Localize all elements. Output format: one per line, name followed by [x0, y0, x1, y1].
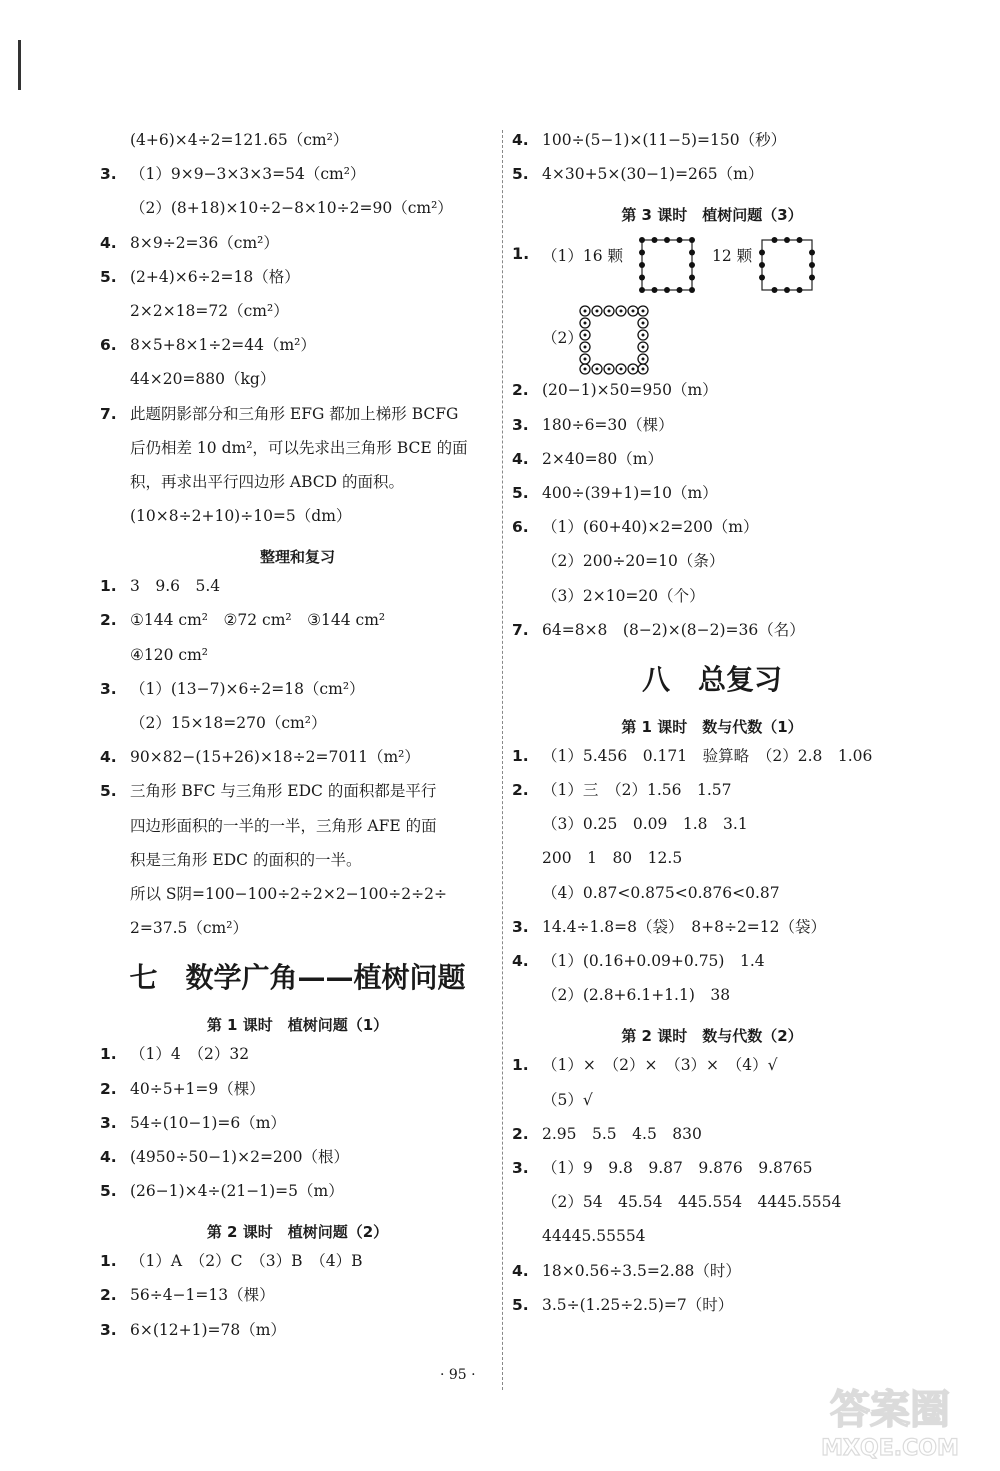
question-number: 3.	[100, 679, 117, 698]
question-number: 1.	[512, 746, 529, 765]
question-number: 6.	[100, 336, 117, 355]
answer-text: （1）A （2）C （3）B （4）B	[130, 1252, 363, 1271]
tree-5	[100, 1181, 495, 1215]
lesson-heading: 第 3 课时 植树问题（3）	[621, 206, 803, 225]
num-alg2-2	[512, 1124, 912, 1158]
answer-text: 三角形 BFC 与三角形 EDC 的面积都是平行	[130, 782, 437, 801]
page-number: · 95 ·	[440, 1367, 476, 1383]
answer-text: 400÷(39+1)=10（m）	[542, 483, 718, 502]
question-number: 5.	[512, 483, 529, 502]
answer-text: 40÷5+1=9（棵）	[130, 1079, 265, 1098]
question-number: 2.	[512, 1124, 529, 1143]
answer-3	[100, 164, 495, 198]
left-column	[100, 130, 495, 1354]
answer-text: （1）(60+40)×2=200（m）	[542, 518, 759, 537]
tree2-3	[100, 1320, 495, 1354]
answer-line: （4）0.87<0.875<0.876<0.87	[542, 883, 780, 902]
answer-text: 3 9.6 5.4	[130, 577, 221, 596]
answer-text: 12 颗	[712, 247, 753, 266]
question-number: 2.	[100, 1079, 117, 1098]
answer-text: 6×(12+1)=78（m）	[130, 1320, 286, 1339]
ring-of-circles-figure	[578, 304, 650, 376]
answer-text: （2）	[542, 329, 583, 348]
answer-text: 4×30+5×(30−1)=265（m）	[542, 165, 764, 184]
answer-text: （1）9 9.8 9.87 9.876 9.8765	[542, 1158, 813, 1177]
section-heading-review: 整理和复习	[259, 548, 335, 567]
answer-text: 18×0.56÷3.5=2.88（时）	[542, 1261, 741, 1280]
answer-text: 此题阴影部分和三角形 EFG 都加上梯形 BCFG	[130, 404, 459, 423]
answer-line: 2=37.5（cm²）	[130, 919, 248, 938]
lesson-heading: 第 1 课时 植树问题（1）	[206, 1016, 389, 1035]
question-number: 1.	[100, 1045, 117, 1064]
answer-line: （5）√	[542, 1090, 593, 1109]
tree2-5	[512, 164, 912, 198]
answer-text: （1）(0.16+0.09+0.75) 1.4	[542, 952, 765, 970]
num-alg-3	[512, 917, 912, 951]
question-number: 5.	[100, 1182, 117, 1201]
question-number: 4.	[512, 1261, 529, 1280]
chapter-title-7: 七 数学广角——植树问题	[129, 961, 466, 995]
answer-text: (20−1)×50=950（m）	[542, 381, 718, 400]
scan-edge-mark	[18, 40, 21, 90]
svg-text:答案圈: 答案圈	[830, 1387, 950, 1433]
answer-text: 2×40=80（m）	[542, 449, 663, 468]
tree-2	[100, 1079, 495, 1113]
answer-text: 100÷(5−1)×(11−5)=150（秒）	[542, 131, 787, 149]
num-alg2-4	[512, 1261, 912, 1295]
question-number: 5.	[512, 165, 529, 184]
question-number: 3.	[512, 415, 529, 434]
answer-line: （3）2×10=20（个）	[542, 586, 705, 605]
question-number: 2.	[100, 1286, 117, 1305]
question-number: 3.	[100, 165, 117, 184]
tree2-2	[100, 1285, 495, 1319]
answer-text: 180÷6=30（棵）	[542, 415, 674, 434]
question-number: 5.	[100, 267, 117, 286]
question-number: 4.	[512, 449, 529, 468]
tree3-3	[512, 415, 912, 449]
num-alg2-5	[512, 1295, 912, 1329]
answer-line: ④120 cm²	[130, 645, 208, 664]
answer-text: （1）16 颗	[542, 247, 624, 266]
answer-text: 8×9÷2=36（cm²）	[130, 233, 279, 252]
question-number: 5.	[512, 1295, 529, 1314]
answer-text: 64=8×8 (8−2)×(8−2)=36（名）	[542, 620, 805, 639]
right-column	[512, 130, 912, 1329]
num-alg-1	[512, 746, 912, 780]
tree3-1-part2	[512, 304, 912, 380]
answer-text: （1）(13−7)×6÷2=18（cm²）	[130, 679, 365, 698]
answer-text: 54÷(10−1)=6（m）	[130, 1113, 286, 1132]
answer-line: (4+6)×4÷2=121.65（cm²）	[130, 131, 349, 149]
question-number: 1.	[512, 1056, 529, 1075]
review-2	[100, 610, 495, 644]
num-alg-2	[512, 780, 912, 814]
question-number: 4.	[512, 131, 529, 149]
answer-text: (2+4)×6÷2=18（格）	[130, 267, 300, 286]
answer-text: (26−1)×4÷(21−1)=5（m）	[130, 1182, 344, 1201]
tree3-4	[512, 449, 912, 483]
answer-text: （1）9×9−3×3×3=54（cm²）	[130, 165, 366, 184]
answer-text: 2.95 5.5 4.5 830	[542, 1124, 702, 1143]
question-number: 3.	[512, 917, 529, 936]
question-number: 2.	[100, 611, 117, 630]
answer-line: （2）54 45.54 445.554 4445.5554	[542, 1193, 842, 1212]
tree2-4	[512, 130, 912, 164]
tree2-1	[100, 1251, 495, 1285]
answer-text: 8×5+8×1÷2=44（m²）	[130, 336, 316, 355]
question-number: 4.	[512, 952, 529, 970]
question-number: 7.	[100, 404, 117, 423]
answer-line: 所以 S阴=100−100÷2÷2×2−100÷2÷2÷	[130, 884, 447, 903]
tree3-2	[512, 380, 912, 414]
question-number: 2.	[512, 781, 529, 800]
num-alg2-3	[512, 1158, 912, 1192]
square-12-dots-figure	[756, 234, 818, 296]
answer-line: （3）0.25 0.09 1.8 3.1	[542, 815, 748, 834]
review-1	[100, 576, 495, 610]
answer-text: 56÷4−1=13（棵）	[130, 1286, 275, 1305]
tree3-6	[512, 517, 912, 551]
question-number: 1.	[512, 244, 530, 264]
tree-4	[100, 1147, 495, 1181]
review-3	[100, 679, 495, 713]
answer-text: 3.5÷(1.25÷2.5)=7（时）	[542, 1295, 734, 1314]
question-number: 7.	[512, 620, 529, 639]
answer-line: 200 1 80 12.5	[542, 849, 683, 868]
tree3-1	[512, 234, 912, 304]
question-number: 3.	[100, 1113, 117, 1132]
answer-5	[100, 267, 495, 301]
num-alg2-1	[512, 1055, 912, 1089]
answer-text: （1）× （2）× （3）× （4）√	[542, 1056, 778, 1075]
question-number: 2.	[512, 381, 529, 400]
answer-line: （2）200÷20=10（条）	[542, 552, 725, 571]
column-divider	[502, 130, 504, 1390]
svg-text:MXQE.COM: MXQE.COM	[821, 1436, 959, 1461]
answer-text: （1）5.456 0.171 验算略 （2）2.8 1.06	[542, 746, 873, 765]
question-number: 4.	[100, 1147, 117, 1166]
answer-line: 44445.55554	[542, 1227, 646, 1246]
answer-line: 四边形面积的一半的一半，三角形 AFE 的面	[130, 816, 437, 835]
question-number: 3.	[512, 1158, 529, 1177]
answer-text: （1）三 （2）1.56 1.57	[542, 781, 732, 800]
answer-text: ①144 cm² ②72 cm² ③144 cm²	[130, 611, 386, 630]
question-number: 6.	[512, 518, 529, 537]
question-number: 1.	[100, 577, 117, 596]
lesson-heading: 第 2 课时 植树问题（2）	[206, 1223, 389, 1242]
question-number: 3.	[100, 1320, 117, 1339]
answer-line: 积，再求出平行四边形 ABCD 的面积。	[130, 472, 405, 491]
lesson-heading: 第 2 课时 数与代数（2）	[621, 1027, 803, 1046]
tree-1	[100, 1044, 495, 1078]
review-4	[100, 747, 495, 781]
answer-line: 积是三角形 EDC 的面积的一半。	[130, 850, 362, 869]
question-number: 4.	[100, 233, 117, 252]
answer-6	[100, 335, 495, 369]
answer-line: (10×8÷2+10)÷10=5（dm）	[130, 507, 352, 526]
tree3-7	[512, 620, 912, 654]
num-alg-4	[512, 951, 912, 985]
answer-line: 后仍相差 10 dm²，可以先求出三角形 BCE 的面	[130, 438, 468, 457]
answer-7	[100, 404, 495, 438]
review-5	[100, 781, 495, 815]
watermark-logo	[790, 1373, 990, 1463]
answer-text: (4950÷50−1)×2=200（根）	[130, 1147, 350, 1166]
answer-line: （2）(2.8+6.1+1.1) 38	[542, 986, 731, 1005]
lesson-heading: 第 1 课时 数与代数（1）	[621, 717, 803, 736]
answer-text: （1）4 （2）32	[130, 1045, 250, 1064]
question-number: 5.	[100, 782, 117, 801]
answer-line: （2）(8+18)×10÷2−8×10÷2=90（cm²）	[130, 199, 453, 218]
square-16-dots-figure	[636, 234, 698, 296]
tree3-5	[512, 483, 912, 517]
answer-4	[100, 233, 495, 267]
tree-3	[100, 1113, 495, 1147]
question-number: 4.	[100, 748, 117, 767]
chapter-title-8: 八 总复习	[641, 662, 782, 696]
answer-line: 2×2×18=72（cm²）	[130, 301, 289, 320]
answer-text: 14.4÷1.8=8（袋） 8+8÷2=12（袋）	[542, 917, 827, 936]
question-number: 1.	[100, 1252, 117, 1271]
answer-text: 90×82−(15+26)×18÷2=7011（m²）	[130, 748, 420, 767]
answer-line: （2）15×18=270（cm²）	[130, 714, 327, 732]
answer-line: 44×20=880（kg）	[130, 370, 276, 389]
